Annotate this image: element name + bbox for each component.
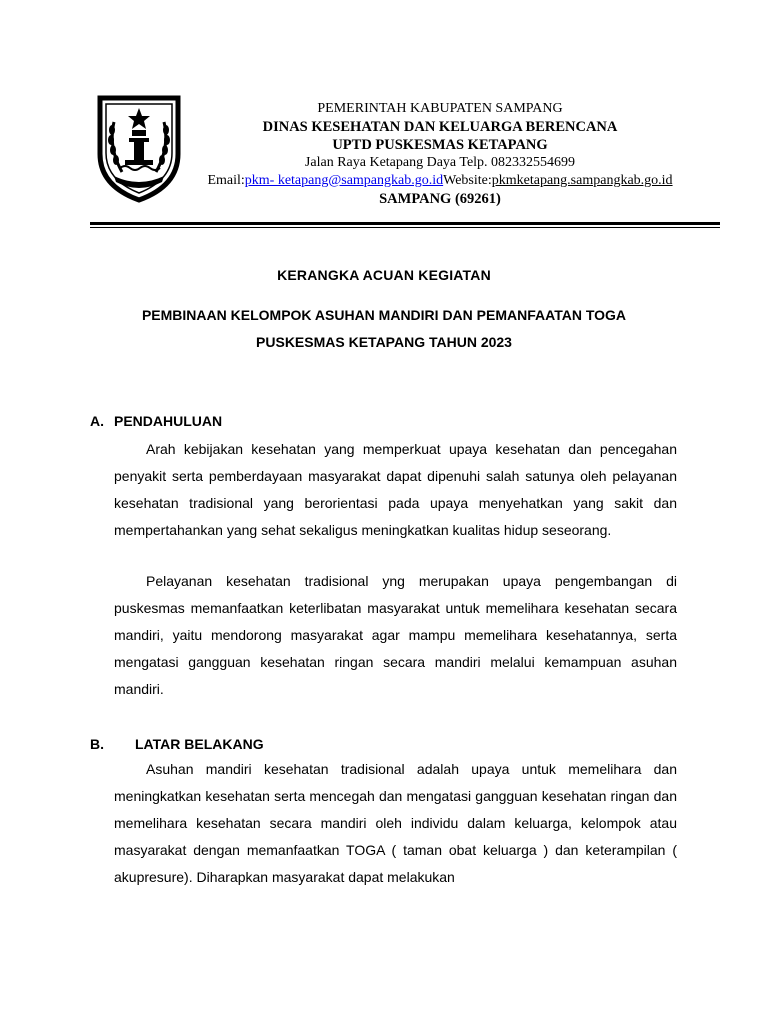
website-label: Website: <box>443 173 492 188</box>
section-a-title: PENDAHULUAN <box>114 413 223 429</box>
regency-emblem-icon <box>92 92 186 204</box>
document-subtitle-1: PEMBINAAN KELOMPOK ASUHAN MANDIRI DAN PEMANFAATAN TOGA <box>141 307 627 323</box>
letterhead-divider-thin <box>90 227 720 228</box>
section-a-heading <box>90 413 222 429</box>
government-name: PEMERINTAH KABUPATEN SAMPANG <box>317 101 563 116</box>
city-postcode: SAMPANG (69261) <box>379 191 501 207</box>
email-link[interactable]: pkm- ketapang@sampangkab.go.id <box>244 173 444 188</box>
unit-name: UPTD PUSKESMAS KETAPANG <box>332 137 548 153</box>
website-link[interactable]: pkmketapang.sampangkab.go.id <box>491 173 673 188</box>
letterhead <box>180 100 700 208</box>
section-a-label: A. <box>90 413 104 429</box>
section-b-title: LATAR BELAKANG <box>135 736 264 752</box>
document-subtitle-2: PUSKESMAS KETAPANG TAHUN 2023 <box>256 334 512 350</box>
letterhead-divider-thick <box>90 222 720 225</box>
document-title: KERANGKA ACUAN KEGIATAN <box>277 267 491 283</box>
agency-name: DINAS KESEHATAN DAN KELUARGA BERENCANA <box>262 119 618 135</box>
section-b-label: B. <box>90 736 104 752</box>
section-b-heading <box>90 736 264 752</box>
section-b-paragraph-1: Asuhan mandiri kesehatan tradisional adalah upaya untuk memelihara dan meningkatkan kesehatan serta mencegah dan mengatasi gangguan kesehatan ringan dan memelihara kesehatan secara mandiri oleh individu dalam keluarga, kelompok atau masyarakat dengan memanfaatkan TOGA ( taman obat keluarga ) dan keterampilan ( akupresure). Diharapkan masyarakat dapat melakukan <box>114 761 677 885</box>
address-line: Jalan Raya Ketapang Daya Telp. 082332554699 <box>304 155 576 170</box>
contact-line <box>180 172 700 190</box>
section-a-paragraph-2: Pelayanan kesehatan tradisional yng merupakan upaya pengembangan di puskesmas memanfaatkan keterlibatan masyarakat untuk memelihara kesehatan secara mandiri, yaitu mendorong masyarakat agar mampu memelihara kesehatannya, serta mengatasi gangguan kesehatan ringan secara mandiri melalui kemampuan asuhan mandiri. <box>114 573 677 697</box>
email-label: Email: <box>207 173 245 188</box>
section-a-paragraph-1: Arah kebijakan kesehatan yang memperkuat upaya kesehatan dan pencegahan penyakit serta pemberdayaan masyarakat dapat dipenuhi salah satunya oleh pelayanan kesehatan tradisional yang berorientasi pada upaya menyehatkan yang sakit dan mempertahankan yang sehat sekaligus meningkatkan kualitas hidup seseorang. <box>114 441 677 538</box>
